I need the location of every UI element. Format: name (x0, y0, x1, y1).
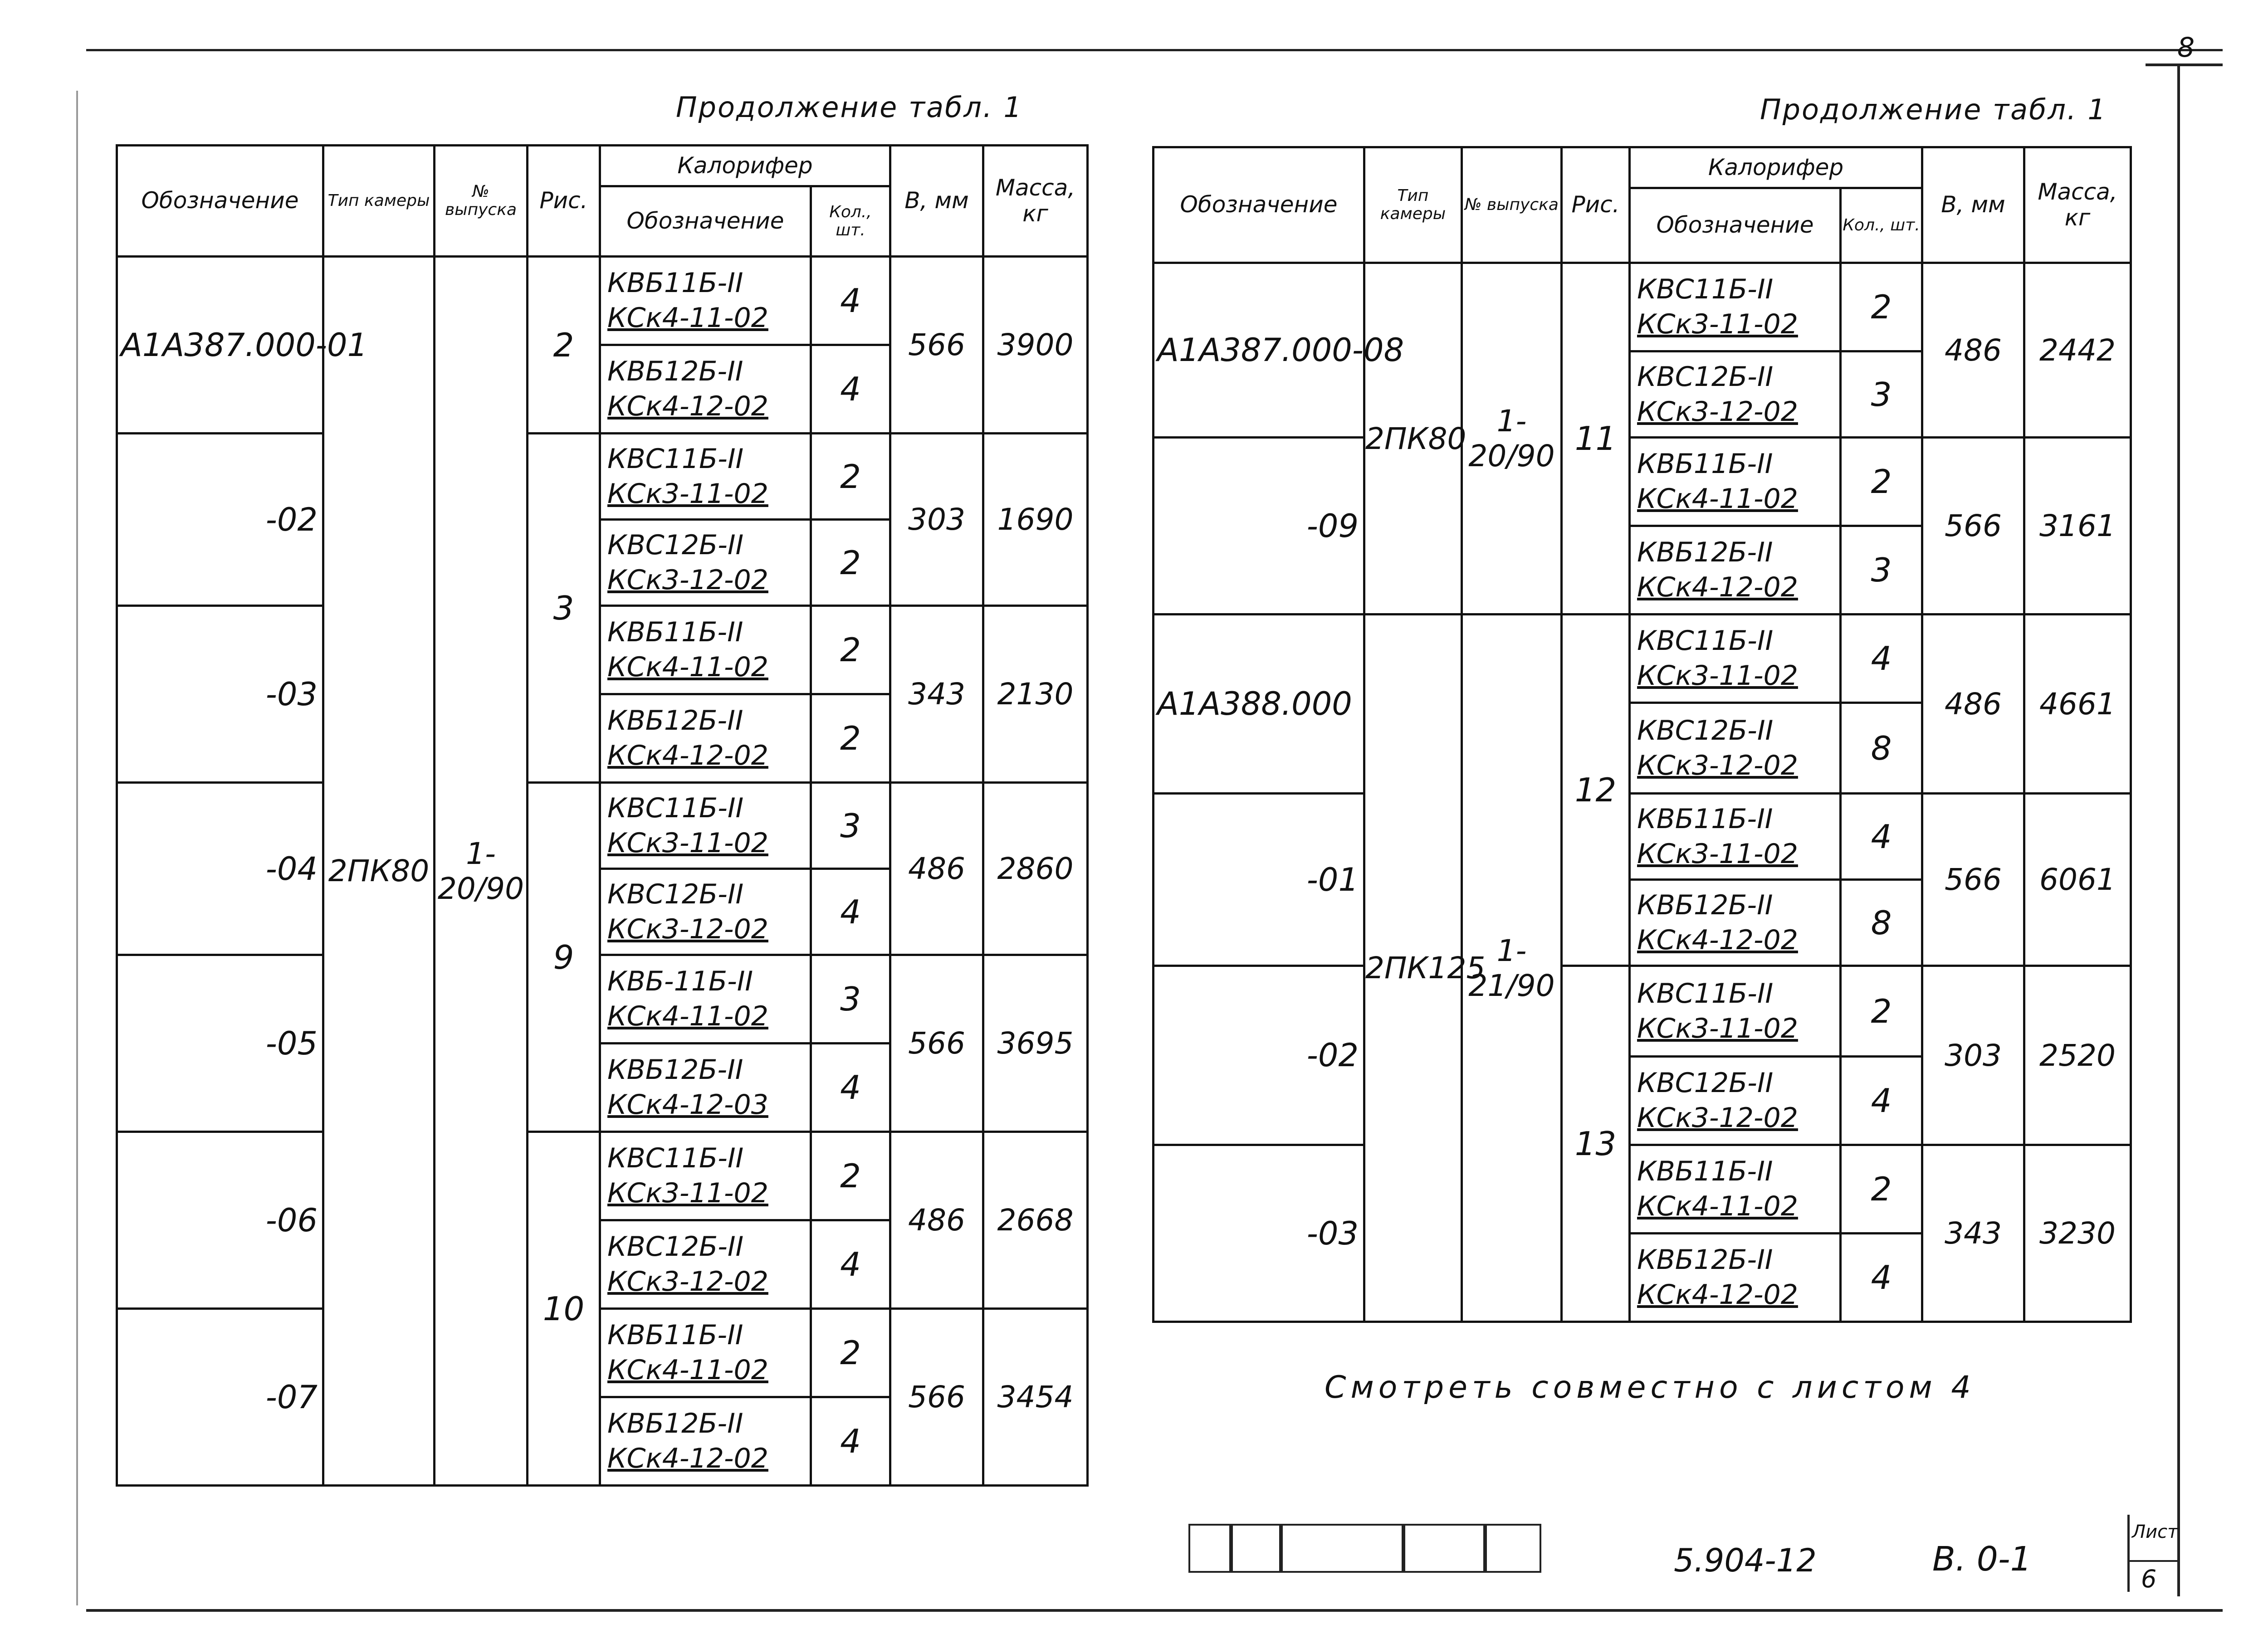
b-cell: 343 (1922, 1145, 2024, 1322)
qty-cell: 4 (1841, 1234, 1922, 1322)
header-figure: Рис. (1562, 147, 1630, 263)
title-block-cell (1279, 1524, 1405, 1573)
header-heater-designation: Обозначение (600, 186, 811, 257)
header-qty: Кол., шт. (811, 186, 890, 257)
mass-cell: 6061 (2024, 794, 2131, 966)
qty-cell: 2 (811, 694, 890, 783)
top-border-line (86, 49, 2223, 51)
heater-cell: КВБ12Б-II КСк4-12-02 (1630, 880, 1841, 966)
heater-cell: КВБ11Б-II КСк3-11-02 (1630, 794, 1841, 880)
b-cell: 486 (1922, 615, 2024, 794)
b-cell: 343 (890, 606, 983, 783)
mass-cell: 3161 (2024, 438, 2131, 615)
mass-cell: 2442 (2024, 263, 2131, 438)
qty-cell: 3 (1841, 351, 1922, 438)
heater-cell: КВС12Б-II КСк3-12-02 (1630, 703, 1841, 794)
sheet-label: Лист (2132, 1522, 2178, 1542)
header-release-no: № выпуска (1462, 147, 1562, 263)
header-camera-type: Тип камеры (323, 146, 435, 257)
doc-number: 5.904-12 (1674, 1542, 1817, 1579)
qty-cell: 2 (1841, 263, 1922, 351)
header-release-no: № выпуска (435, 146, 528, 257)
b-cell: 566 (1922, 794, 2024, 966)
heater-cell: КВБ12Б-II КСк4-12-02 (600, 694, 811, 783)
sheet-box-divider (2127, 1560, 2177, 1562)
section-code: В. 0-1 (1932, 1540, 2032, 1579)
qty-cell: 4 (811, 869, 890, 955)
right-border-line (2177, 63, 2180, 1596)
bottom-border-line (86, 1609, 2223, 1612)
b-cell: 566 (1922, 438, 2024, 615)
heater-cell: КВБ11Б-II КСк4-11-02 (600, 257, 811, 345)
right-table (1152, 146, 2132, 1323)
top-right-border-line (2146, 63, 2223, 66)
b-cell: 566 (890, 1309, 983, 1486)
qty-cell: 3 (1841, 526, 1922, 615)
qty-cell: 4 (811, 257, 890, 345)
heater-cell: КВС12Б-II КСк3-12-02 (600, 869, 811, 955)
heater-cell: КВС11Б-II КСк3-11-02 (600, 783, 811, 869)
see-also-note: Смотреть совместно с листом 4 (1325, 1370, 1975, 1405)
header-designation: Обозначение (117, 146, 323, 257)
heater-cell: КВБ11Б-II КСк4-11-02 (1630, 1145, 1841, 1234)
header-camera-type: Тип камеры (1364, 147, 1462, 263)
b-cell: 566 (890, 257, 983, 434)
release-cell: 1-20/90 (435, 257, 528, 1486)
mass-cell: 3695 (983, 955, 1088, 1132)
mass-cell: 4661 (2024, 615, 2131, 794)
mass-cell: 1690 (983, 434, 1088, 606)
title-block-cell (1483, 1524, 1541, 1573)
designation-cell: А1А387.000-08 (1154, 263, 1364, 438)
mass-cell: 2520 (2024, 966, 2131, 1145)
title-block-cell (1229, 1524, 1283, 1573)
qty-cell: 8 (1841, 703, 1922, 794)
mass-cell: 3454 (983, 1309, 1088, 1486)
header-mass-kg: Масса, кг (983, 146, 1088, 257)
page-number-top: 8 (2177, 32, 2195, 63)
qty-cell: 2 (811, 1132, 890, 1220)
header-heater: Калорифер (600, 146, 890, 186)
heater-cell: КВС12Б-II КСк3-12-02 (1630, 1057, 1841, 1145)
heater-cell: КВС11Б-II КСк3-11-02 (600, 1132, 811, 1220)
qty-cell: 4 (811, 345, 890, 434)
designation-cell: -04 (117, 783, 323, 955)
left-table-caption: Продолжение табл. 1 (676, 91, 1023, 124)
designation-cell: А1А387.000-01 (117, 257, 323, 434)
qty-cell: 8 (1841, 880, 1922, 966)
b-cell: 486 (1922, 263, 2024, 438)
heater-cell: КВБ11Б-II КСк4-11-02 (600, 1309, 811, 1397)
release-cell: 1-21/90 (1462, 615, 1562, 1322)
designation-cell: -03 (117, 606, 323, 783)
b-cell: 566 (890, 955, 983, 1132)
sheet-box-left-line (2127, 1515, 2130, 1592)
designation-cell: -06 (117, 1132, 323, 1309)
qty-cell: 3 (811, 783, 890, 869)
heater-cell: КВС12Б-II КСк3-12-02 (600, 520, 811, 606)
heater-cell: КВС11Б-II КСк3-11-02 (1630, 966, 1841, 1057)
qty-cell: 4 (811, 1220, 890, 1309)
figure-cell: 10 (528, 1132, 600, 1486)
header-qty: Кол., шт. (1841, 188, 1922, 263)
heater-cell: КВБ11Б-II КСк4-11-02 (600, 606, 811, 694)
figure-cell: 11 (1562, 263, 1630, 615)
camera-type-cell: 2ПК80 (1364, 263, 1462, 615)
mass-cell: 2130 (983, 606, 1088, 783)
sheet-number: 6 (2141, 1565, 2157, 1593)
heater-cell: КВБ12Б-II КСк4-12-02 (1630, 1234, 1841, 1322)
designation-cell: -02 (1154, 966, 1364, 1145)
b-cell: 303 (890, 434, 983, 606)
figure-cell: 2 (528, 257, 600, 434)
heater-cell: КВС11Б-II КСк3-11-02 (600, 434, 811, 520)
designation-cell: -03 (1154, 1145, 1364, 1322)
qty-cell: 2 (811, 520, 890, 606)
heater-cell: КВБ-11Б-II КСк4-11-02 (600, 955, 811, 1044)
qty-cell: 2 (811, 606, 890, 694)
heater-cell: КВС12Б-II КСк3-12-02 (600, 1220, 811, 1309)
left-table (116, 144, 1089, 1487)
camera-type-cell: 2ПК80 (323, 257, 435, 1486)
camera-type-cell: 2ПК125 (1364, 615, 1462, 1322)
title-block-cell (1402, 1524, 1487, 1573)
mass-cell: 3900 (983, 257, 1088, 434)
qty-cell: 4 (811, 1397, 890, 1486)
qty-cell: 4 (811, 1044, 890, 1132)
header-b-mm: В, мм (1922, 147, 2024, 263)
designation-cell: -07 (117, 1309, 323, 1486)
figure-cell: 13 (1562, 966, 1630, 1322)
figure-cell: 12 (1562, 615, 1630, 966)
designation-cell: А1А388.000 (1154, 615, 1364, 794)
heater-cell: КВС11Б-II КСк3-11-02 (1630, 263, 1841, 351)
figure-cell: 9 (528, 783, 600, 1132)
qty-cell: 4 (1841, 794, 1922, 880)
heater-cell: КВБ12Б-II КСк4-12-02 (600, 345, 811, 434)
heater-cell: КВС12Б-II КСк3-12-02 (1630, 351, 1841, 438)
designation-cell: -02 (117, 434, 323, 606)
heater-cell: КВС11Б-II КСк3-11-02 (1630, 615, 1841, 703)
qty-cell: 2 (1841, 438, 1922, 526)
left-margin-line (76, 91, 78, 1605)
b-cell: 303 (1922, 966, 2024, 1145)
header-heater: Калорифер (1630, 147, 1922, 188)
designation-cell: -01 (1154, 794, 1364, 966)
mass-cell: 2668 (983, 1132, 1088, 1309)
heater-cell: КВБ12Б-II КСк4-12-02 (600, 1397, 811, 1486)
qty-cell: 3 (811, 955, 890, 1044)
qty-cell: 4 (1841, 615, 1922, 703)
qty-cell: 2 (811, 1309, 890, 1397)
header-designation: Обозначение (1154, 147, 1364, 263)
qty-cell: 2 (1841, 966, 1922, 1057)
header-b-mm: В, мм (890, 146, 983, 257)
designation-cell: -05 (117, 955, 323, 1132)
qty-cell: 2 (1841, 1145, 1922, 1234)
b-cell: 486 (890, 1132, 983, 1309)
mass-cell: 3230 (2024, 1145, 2131, 1322)
qty-cell: 4 (1841, 1057, 1922, 1145)
figure-cell: 3 (528, 434, 600, 783)
mass-cell: 2860 (983, 783, 1088, 955)
header-mass-kg: Масса, кг (2024, 147, 2131, 263)
header-heater-designation: Обозначение (1630, 188, 1841, 263)
release-cell: 1-20/90 (1462, 263, 1562, 615)
heater-cell: КВБ11Б-II КСк4-11-02 (1630, 438, 1841, 526)
b-cell: 486 (890, 783, 983, 955)
right-table-caption: Продолжение табл. 1 (1760, 93, 2107, 126)
designation-cell: -09 (1154, 438, 1364, 615)
heater-cell: КВБ12Б-II КСк4-12-02 (1630, 526, 1841, 615)
title-block-cell (1188, 1524, 1233, 1573)
header-figure: Рис. (528, 146, 600, 257)
heater-cell: КВБ12Б-II КСк4-12-03 (600, 1044, 811, 1132)
qty-cell: 2 (811, 434, 890, 520)
